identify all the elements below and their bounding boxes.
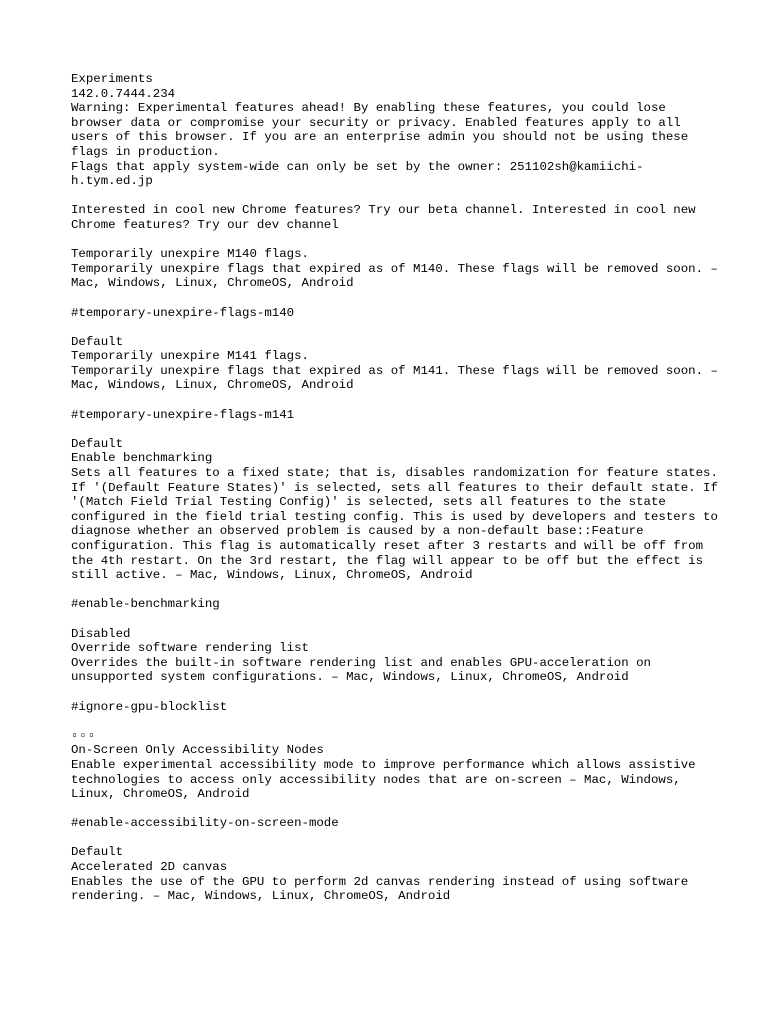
spacer [71,291,721,306]
flag-entry [71,349,721,451]
owner-note-prefix: Flags that apply system-wide can only be set by the owner: [71,159,510,174]
flag-permalink[interactable]: #enable-benchmarking [71,597,220,612]
spacer [71,685,721,700]
flag-entry [71,641,721,743]
flag-permalink[interactable]: #temporary-unexpire-flags-m140 [71,305,295,320]
flag-state-select[interactable]: Default [71,334,124,349]
flag-permalink[interactable]: #enable-accessibility-on-screen-mode [71,816,339,831]
flag-name: Temporarily unexpire M140 flags. [71,247,309,262]
spacer [71,831,721,846]
flag-entry [71,451,721,641]
spacer [71,422,721,437]
flag-description: Temporarily unexpire flags that expired as of M141. These flags will be removed soon. – Mac, Windows, Linux, ChromeOS, Android [71,363,718,393]
spacer [71,714,721,729]
page-header [71,72,721,189]
channel-promo [71,203,721,232]
page-title: Experiments [71,72,153,86]
owner-note [71,160,721,189]
flag-entry [71,860,721,904]
flag-entry [71,743,721,860]
flag-permalink[interactable]: #temporary-unexpire-flags-m141 [71,407,295,422]
spacer [71,393,721,408]
flag-description: Enables the use of the GPU to perform 2d canvas rendering instead of using software rendering. – Mac, Windows, Linux, ChromeOS, Android [71,874,689,904]
owner-email: 251102sh@kamiichi-h.tym.ed.jp [71,159,644,189]
spacer [71,583,721,598]
warning-text: Warning: Experimental features ahead! By enabling these features, you could lose browser data or compromise your security or privacy. Enabled features apply to all users of this browser. If you are an enterprise admin you should not be using these flags in production. [71,101,689,159]
spacer [71,612,721,627]
flag-name: Temporarily unexpire M141 flags. [71,349,309,364]
flag-state-select[interactable]: Default [71,436,124,451]
flags-page [71,72,721,904]
flag-permalink[interactable]: #ignore-gpu-blocklist [71,699,228,714]
spacer [71,802,721,817]
spacer [71,320,721,335]
flag-description: Temporarily unexpire flags that expired as of M140. These flags will be removed soon. – Mac, Windows, Linux, ChromeOS, Android [71,261,718,291]
beta-channel-link[interactable]: Interested in cool new Chrome features? Try our beta channel. [71,203,525,218]
version-text: 142.0.7444.234 [71,86,176,101]
spacer [71,189,721,204]
flag-state-select[interactable]: ▫▫▫ [71,728,97,743]
spacer [71,233,721,248]
flag-entry [71,247,721,349]
dev-channel-link[interactable]: Interested in cool new Chrome features? Try our dev channel [71,203,696,232]
flag-description: Overrides the built-in software rendering list and enables GPU-acceleration on unsupported system configurations. – Mac, Windows, Linux, ChromeOS, Android [71,655,651,685]
flag-state-select[interactable]: Disabled [71,626,131,641]
flag-state-select[interactable]: Default [71,845,124,860]
flag-description: Enable experimental accessibility mode to improve performance which allows assistive technologies to access only accessibility nodes that are on-screen – Mac, Windows, Linux, ChromeOS, Android [71,757,696,802]
flag-name: Override software rendering list [71,641,309,656]
flag-name: Accelerated 2D canvas [71,860,228,875]
flag-description: Sets all features to a fixed state; that is, disables randomization for feature states. If '(Default Feature States)' is selected, sets all features to their default state. If '(Match Field Trial Testing Config)' is selected, sets all features to the state configured in the field trial testing config. This is used by developers and testers to diagnose whether an observed problem is caused by a non-default base::Feature configuration. This flag is automatically reset after 3 restarts and will be off from the 4th restart. On the 3rd restart, the flag will appear to be off but the effect is still active. – Mac, Windows, Linux, ChromeOS, Android [71,466,718,583]
flag-name: On-Screen Only Accessibility Nodes [71,743,324,758]
flag-name: Enable benchmarking [71,451,213,466]
